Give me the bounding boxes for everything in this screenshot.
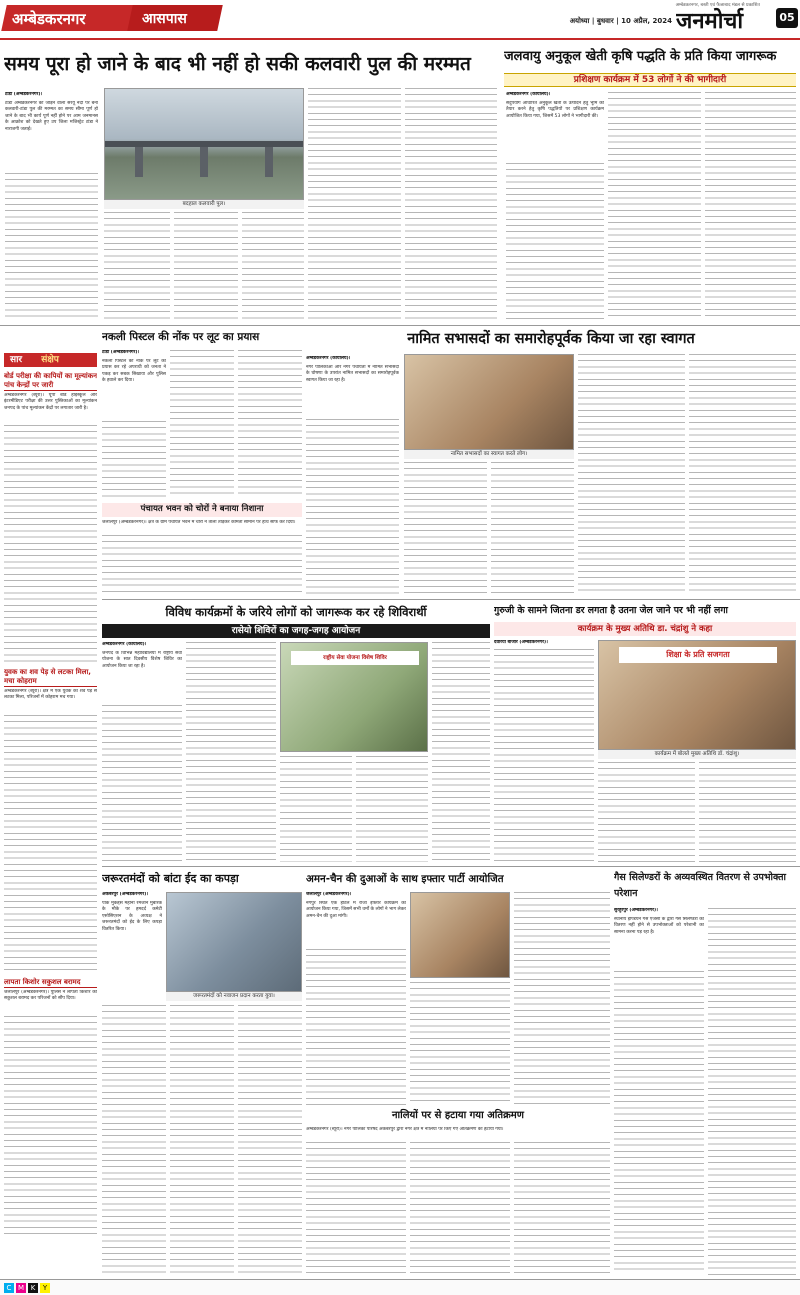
story6-body-col1 xyxy=(102,705,182,862)
story8-body-col2 xyxy=(170,1005,234,1275)
print-mark-m: M xyxy=(17,1284,25,1292)
story6-body-col3 xyxy=(280,756,352,862)
divider xyxy=(102,866,800,867)
brief-title-2: संक्षेप xyxy=(41,355,59,365)
story5-body-col2 xyxy=(404,462,487,595)
story8-lead: पाक मुकद्दस महीना रमजान मुबारक के मौके पर हमदर्द कमेटी एसोसिएशन के अध्यक्ष ने जरूरतमंदों को ईद के लिए कपड़ा वितरित किया। xyxy=(102,901,162,932)
print-mark-y: Y xyxy=(40,1283,50,1293)
story6-lead: जनपद के विभिन्न महाविद्यालयों में राष्ट्रीय सेवा योजना के सात दिवसीय विशेष शिविर का आयोजन किया जा रहा है। xyxy=(102,651,182,669)
brief-title-1: सार xyxy=(10,355,23,365)
page-number: 05 xyxy=(776,8,798,28)
story11-lead: स्थानीय इण्डियन गैस एजेंसी के द्वारा गैस सिलेण्डरों का वितरण नहीं होने से उपभोक्ताओं को परेशानी का सामना करना पड़ रहा है। xyxy=(614,917,704,935)
story4-headline: जलवायु अनुकूल खेती कृषि पद्धति के प्रति किया जागरूक xyxy=(504,49,777,64)
story6-dateline: अम्बेडकरनगर (कार्यालय)। xyxy=(102,642,147,647)
story11-body-col1 xyxy=(614,971,704,1275)
brief-item3-more xyxy=(4,1016,97,1236)
story11-dateline: सुरहुरपुर (अम्बेडकरनगर)। xyxy=(614,908,658,913)
story11-body-col2 xyxy=(708,908,796,1275)
story9-body-col1 xyxy=(306,949,406,1105)
story9-lead: नगपुर स्थित एक होटल में रोजा इफ्तार कार्यक्रम का आयोजन किया गया, जिसमें सभी धर्मों के लोगों ने भाग लेकर अमन-चैन की दुआ मांगी। xyxy=(306,901,406,919)
story5-body-col5 xyxy=(689,354,796,595)
story5-dateline: अम्बेडकरनगर (कार्यालय)। xyxy=(306,356,351,361)
story7-dateline: देवरिया बाजार (अम्बेडकरनगर)। xyxy=(494,640,548,645)
bridge-pillar xyxy=(200,147,208,177)
iftar-photo xyxy=(410,892,510,978)
story4-body-col1 xyxy=(506,163,604,321)
tagline: अम्बेडकरनगर, बस्ती एवं फैजाबाद मंडल से प्रकाशित xyxy=(675,3,760,8)
story7-photo-caption: कार्यक्रम में बोलते मुख्य अतिथि डॉ. चंद्रांशु। xyxy=(598,750,796,759)
divider xyxy=(0,325,800,326)
story1-body-col6 xyxy=(405,88,497,322)
story1-body-col4 xyxy=(242,212,304,322)
brief-item2-more xyxy=(4,715,97,975)
brief-box-header xyxy=(4,353,97,367)
story10-headline: नालियों पर से हटाया गया अतिक्रमण xyxy=(391,1110,524,1121)
story9-body-col3 xyxy=(514,892,610,1105)
story5-body-col4 xyxy=(578,354,685,595)
story5-lead: नगर पालिकाओं और नगर पंचायतों में नामित सभासदों के घोषणा के उपरांत नामित सभासदों का समारोहपूर्वक स्वागत किया जा रहा है। xyxy=(306,365,399,383)
story1-headline: समय पूरा हो जाने के बाद भी नहीं हो सकी कलवारी पुल की मरम्मत xyxy=(4,53,471,75)
brief-item3-body: जलालपुर (अम्बेडकरनगर)। पुलिस ने लापता किशोर को सकुशल बरामद कर परिजनों को सौंप दिया। xyxy=(4,990,97,1002)
print-mark-c: C xyxy=(4,1283,14,1293)
story1-body-col3 xyxy=(174,212,238,322)
story5-body-col1 xyxy=(306,419,399,595)
story6-headline: विविध कार्यक्रमों के जरिये लोगों को जागरूक कर रहे शिविरार्थी xyxy=(165,605,427,619)
brief-item1-body: अम्बेडकरनगर (ब्यूरो)। यूपी बोर्ड हाईस्कूल और इंटरमीडिएट परीक्षा की उत्तर पुस्तिकाओं का मूल्यांकन जनपद के पांच मूल्यांकन केंद्रों पर लगातार जारी है। xyxy=(4,393,97,411)
guruji-banner: शिक्षा के प्रति सजगता xyxy=(619,647,777,663)
story8-headline: जरूरतमंदों को बांटा ईद का कपड़ा xyxy=(102,872,239,885)
eid-photo xyxy=(166,892,302,992)
story8-dateline: अकबरपुर (अम्बेडकरनगर)। xyxy=(102,892,149,897)
story8-photo-caption: जरूरतमंदों को नवाजन प्रदान करता युवा। xyxy=(166,992,302,1001)
section-name: अम्बेडकरनगर xyxy=(12,10,86,28)
nss-camp-photo xyxy=(280,642,428,752)
story10-body-col1 xyxy=(306,1142,406,1275)
story1-body-col2 xyxy=(104,212,170,322)
brief-item1-title: बोर्ड परीक्षा की कापियों का मूल्यांकन पांच केन्द्रों पर जारी xyxy=(4,372,97,389)
story7-body-col2 xyxy=(598,762,695,862)
brief-item3-title: लापता किशोर सकुशल बरामद xyxy=(4,978,97,988)
nss-banner: राष्ट्रीय सेवा योजना विशेष शिविर xyxy=(291,651,419,665)
story2-dateline: टांडा (अम्बेडकरनगर)। xyxy=(102,350,140,355)
story7-headline: गुरुजी के सामने जितना डर लगता है उतना जेल जाने पर भी नहीं लगा xyxy=(494,605,728,616)
story11-headline: गैस सिलेण्डरों के अव्यवस्थित वितरण से उपभोक्ता परेशान xyxy=(614,872,786,899)
guruji-photo xyxy=(598,640,796,750)
story10-body-col2 xyxy=(410,1142,510,1275)
divider xyxy=(102,599,800,600)
dateline: अयोध्या | बुधवार | 10 अप्रैल, 2024 xyxy=(569,17,672,25)
story7-subhead: कार्यक्रम के मुख्य अतिथि डा. चंद्रांशु ने कहा xyxy=(494,622,796,636)
story9-dateline: जलालपुर (अम्बेडकरनगर)। xyxy=(306,892,352,897)
story7-body-col1 xyxy=(494,649,594,862)
story1-lead: टांडा अम्बेडकरनगर को जोड़ने वाला सरयू नदी पर बना कलवारी-टांडा पुल की मरम्मत का समय सीमा पूर्ण हो जाने के बाद भी कार्य पूर्ण नहीं होने पर आम जनमानस के आक्रोश को देखते हुए उप जिला मजिस्ट्रेट टांडा ने नाराजगी जताई। xyxy=(5,101,98,132)
story4-body-col3 xyxy=(705,92,796,321)
brief-item2-title: युवक का शव पेड़ से लटका मिला, मचा कोहराम xyxy=(4,668,97,687)
bridge-photo xyxy=(104,88,304,200)
story9-headline: अमन-चैन की दुआओं के साथ इफ्तार पार्टी आयोजित xyxy=(306,873,504,885)
story1-dateline: टांडा (अम्बेडकरनगर)। xyxy=(5,92,43,97)
story6-body-col4 xyxy=(356,756,428,862)
story1-photo-caption: बदहाल कलवारी पुल। xyxy=(104,200,304,209)
story9-body-col2 xyxy=(410,982,510,1105)
story4-subhead: प्रशिक्षण कार्यक्रम में 53 लोगों ने की भागीदारी xyxy=(504,73,796,87)
brief-item2-body: अम्बेडकरनगर (ब्यूरो)। क्षेत्र में एक युवक का शव पेड़ से लटका मिला, परिजनों में कोहराम मच गया। xyxy=(4,689,97,701)
story2-body-col3 xyxy=(238,350,302,499)
print-mark-k: K xyxy=(28,1283,38,1293)
story10-lead: अम्बेडकरनगर (ब्यूरो)। नगर पालिका परिषद अकबरपुर द्वारा नगर क्षेत्र में नालियों पर किए गए अतिक्रमण को हटाया गया। xyxy=(306,1127,504,1132)
story4-lead: सदुपयोग आधारित अनुकूल खेती के उत्पादन हेतु भूमि को तैयार करने हेतु कृषि पद्धतियों पर प्रशिक्षण कार्यक्रम आयोजित किया गया, जिसमें 53 लोगों ने भागीदारी की। xyxy=(506,101,604,119)
story6-subhead: रासेयो शिविरों का जगह-जगह आयोजन xyxy=(102,624,490,638)
story6-body-col5 xyxy=(432,642,490,862)
story8-body-col1 xyxy=(102,1005,166,1275)
brief-item1-more xyxy=(4,425,97,665)
footer xyxy=(0,1279,800,1295)
bridge-pillar xyxy=(265,147,273,177)
story1-body-col5 xyxy=(308,88,401,322)
story3-lead: जलालपुर (अम्बेडकरनगर)। क्षेत्र के ग्राम पंचायत भवन में चोरों ने ताला तोड़कर कीमती सामान पर हाथ साफ कर दिया। xyxy=(102,520,296,525)
story6-body-col2 xyxy=(186,642,276,862)
brief-column xyxy=(4,369,97,1275)
story3-body xyxy=(102,535,302,595)
paper-name: जनमोर्चा xyxy=(676,8,744,34)
story3-headline: पंचायत भवन को चोरों ने बनाया निशाना xyxy=(102,503,302,517)
masthead xyxy=(0,0,800,40)
bridge-pillar xyxy=(135,147,143,177)
story7-body-col3 xyxy=(699,762,796,862)
story2-headline: नकली पिस्टल की नोंक पर लूट का प्रयास xyxy=(102,331,260,343)
story10-body-col3 xyxy=(514,1142,610,1275)
story4-dateline: अम्बेडकरनगर (कार्यालय)। xyxy=(506,92,551,97)
story5-photo-caption: नामित सभासदों का स्वागत करते लोग। xyxy=(404,450,574,459)
story8-body-col3 xyxy=(238,1005,302,1275)
story5-headline: नामित सभासदों का समारोहपूर्वक किया जा रहा स्वागत xyxy=(407,331,695,347)
story2-body-col2 xyxy=(170,350,234,499)
story1-body-col1 xyxy=(5,173,98,321)
story4-body-col2 xyxy=(608,92,701,321)
story5-body-col3 xyxy=(491,462,574,595)
councillors-photo xyxy=(404,354,574,450)
story2-lead: नकली पिस्टल की नोंक पर लूट का प्रयास कर रहे अपराधी को जनता ने पकड़ कर सबक सिखाया और पुलिस के हवाले कर दिया। xyxy=(102,359,166,384)
section-sub: आसपास xyxy=(142,11,187,27)
story2-body-col1 xyxy=(102,421,166,499)
